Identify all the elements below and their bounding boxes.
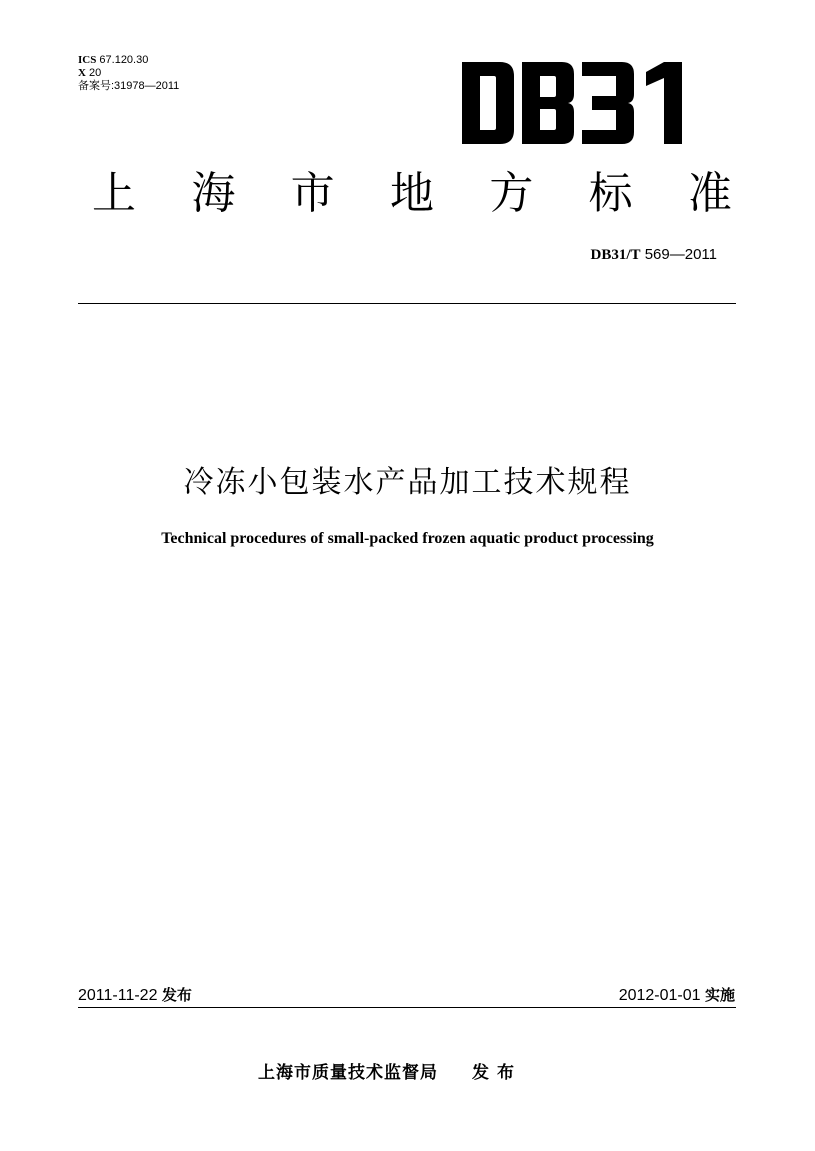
class-line (78, 67, 179, 80)
db31-logo (462, 62, 690, 144)
title-chinese: 冷冻小包装水产品加工技术规程 (183, 465, 632, 500)
issuer-action: 发布 (472, 1063, 522, 1083)
standard-type-char: 上 (92, 168, 136, 219)
standard-number-value: 569—2011 (644, 246, 717, 263)
standard-number-prefix: DB31/T (590, 247, 641, 263)
ics-line (78, 54, 179, 67)
class-code: 20 (89, 67, 102, 79)
issue-date (78, 984, 192, 1005)
standard-type-char: 地 (389, 168, 434, 219)
issue-date-label: 发布 (161, 986, 192, 1004)
top-divider (78, 303, 736, 304)
record-number: 备案号:31978—2011 (78, 80, 180, 92)
document-meta (78, 54, 179, 93)
standard-type-char: 准 (687, 168, 732, 219)
standard-type-char: 方 (489, 168, 534, 219)
class-letter: X (78, 67, 86, 79)
ics-code: 67.120.30 (99, 54, 149, 66)
implementation-date-label: 实施 (704, 986, 735, 1004)
title-english: Technical procedures of small-packed frozen aquatic product processing (161, 530, 654, 547)
implementation-date-value: 2012-01-01 (618, 987, 701, 1004)
issuer-line (258, 1058, 522, 1083)
standard-number (591, 246, 717, 264)
ics-label: ICS (78, 54, 97, 66)
standard-type-heading (92, 166, 732, 222)
issuer-name: 上海市质量技术监督局 (258, 1063, 438, 1083)
standard-type-char: 市 (290, 168, 335, 219)
implementation-date (619, 984, 735, 1005)
issue-date-value: 2011-11-22 (78, 987, 158, 1004)
bottom-divider (78, 1007, 736, 1008)
standard-type-char: 海 (191, 168, 236, 219)
standard-type-char: 标 (588, 168, 633, 219)
